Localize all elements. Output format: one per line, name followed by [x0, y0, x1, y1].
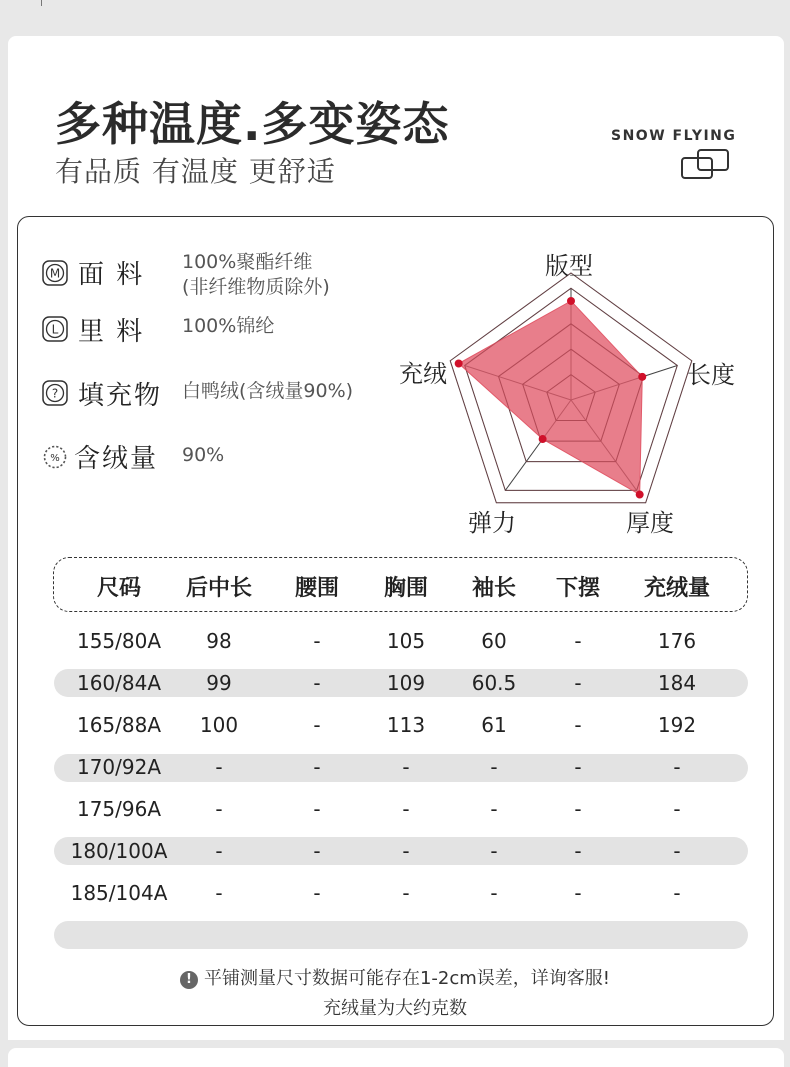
spec-label: 含绒量 [74, 444, 159, 474]
svg-text:?: ? [51, 386, 59, 401]
radar-data-point [567, 297, 575, 305]
table-cell: - [490, 881, 498, 905]
radar-data-point [636, 491, 644, 499]
table-cell: - [402, 755, 410, 779]
table-cell: 184 [657, 671, 697, 695]
table-cell: - [313, 713, 321, 737]
next-card [8, 1048, 784, 1067]
th-back-length: 后中长 [185, 576, 253, 601]
svg-text:%: % [50, 453, 60, 464]
table-cell: - [313, 797, 321, 821]
table-cell: - [313, 755, 321, 779]
table-cell: - [574, 755, 582, 779]
table-cell: - [490, 755, 498, 779]
spec-label: 面 料 [78, 260, 145, 290]
table-cell: - [313, 881, 321, 905]
m-icon [42, 260, 68, 286]
size-cell: 180/100A [70, 839, 168, 863]
table-cell: 109 [386, 671, 426, 695]
top-tick [41, 0, 42, 6]
table-cell: - [215, 839, 223, 863]
brand-logo-icon [680, 146, 730, 182]
table-cell: 61 [481, 713, 507, 737]
table-cell: - [313, 629, 321, 653]
table-cell: - [490, 797, 498, 821]
note-line-2: 充绒量为大约克数 [323, 998, 467, 1019]
radar-data-point [455, 360, 463, 368]
table-cell: 192 [657, 713, 697, 737]
note-text: 平铺测量尺寸数据可能存在1-2cm误差，详询客服! [203, 968, 611, 989]
table-cell: 60.5 [471, 671, 517, 695]
table-cell: - [402, 839, 410, 863]
l-icon [42, 316, 68, 342]
radar-label-elasticity: 弹力 [468, 509, 516, 537]
question-icon [42, 380, 68, 406]
spec-value: 90% [182, 444, 225, 466]
svg-text:L: L [51, 322, 59, 337]
spec-value-note: (非纤维物质除外) [182, 276, 330, 298]
radar-data-point [638, 373, 646, 381]
radar-label-fit: 版型 [545, 252, 593, 280]
table-cell: - [574, 629, 582, 653]
table-cell: 98 [206, 629, 232, 653]
table-cell: - [574, 881, 582, 905]
th-sleeve: 袖长 [471, 576, 517, 601]
radar-data-point [539, 435, 547, 443]
table-cell: - [490, 839, 498, 863]
table-cell: 100 [199, 713, 239, 737]
table-cell: - [402, 797, 410, 821]
th-waist: 腰围 [294, 576, 340, 601]
spec-value: 100%聚酯纤维 [182, 251, 313, 273]
table-cell: - [215, 755, 223, 779]
table-cell: - [215, 881, 223, 905]
table-cell: - [673, 755, 681, 779]
size-cell: 175/96A [76, 797, 162, 821]
table-cell: - [574, 671, 582, 695]
spec-label: 里 料 [78, 317, 145, 347]
size-cell: 185/104A [70, 881, 168, 905]
table-cell: - [402, 881, 410, 905]
radar-label-length: 长度 [687, 361, 735, 389]
table-cell: - [313, 671, 321, 695]
brand-name: SNOW FLYING [611, 128, 737, 144]
table-cell: - [574, 713, 582, 737]
page-title: 多种温度.多变姿态 [55, 97, 450, 151]
spec-value: 白鸭绒(含绒量90%) [182, 380, 354, 402]
table-cell: - [313, 839, 321, 863]
radar-chart [395, 240, 755, 540]
table-cell: - [574, 797, 582, 821]
table-cell: - [673, 881, 681, 905]
size-cell: 160/84A [76, 671, 162, 695]
th-fill-weight: 充绒量 [643, 576, 711, 601]
table-cell: 105 [386, 629, 426, 653]
table-cell: 176 [657, 629, 697, 653]
percent-icon [42, 444, 68, 470]
table-cell: - [673, 839, 681, 863]
table-cell: - [574, 839, 582, 863]
note-line-1 [0, 964, 790, 990]
table-cell: - [673, 797, 681, 821]
radar-label-filling: 充绒 [399, 360, 447, 388]
table-cell: - [215, 797, 223, 821]
th-hem: 下摆 [555, 576, 601, 601]
th-chest: 胸围 [383, 576, 429, 601]
spec-label: 填充物 [78, 381, 163, 411]
page-subtitle: 有品质 有温度 更舒适 [55, 155, 336, 188]
table-cell: 99 [206, 671, 232, 695]
row-stripe [54, 921, 748, 949]
exclamation-icon: ! [180, 971, 198, 989]
table-cell: 113 [386, 713, 426, 737]
svg-text:M: M [49, 266, 61, 281]
size-cell: 170/92A [76, 755, 162, 779]
radar-label-thickness: 厚度 [626, 509, 674, 537]
table-cell: 60 [481, 629, 507, 653]
spec-value: 100%锦纶 [182, 315, 275, 337]
th-size: 尺码 [96, 576, 142, 601]
size-cell: 165/88A [76, 713, 162, 737]
size-cell: 155/80A [76, 629, 162, 653]
